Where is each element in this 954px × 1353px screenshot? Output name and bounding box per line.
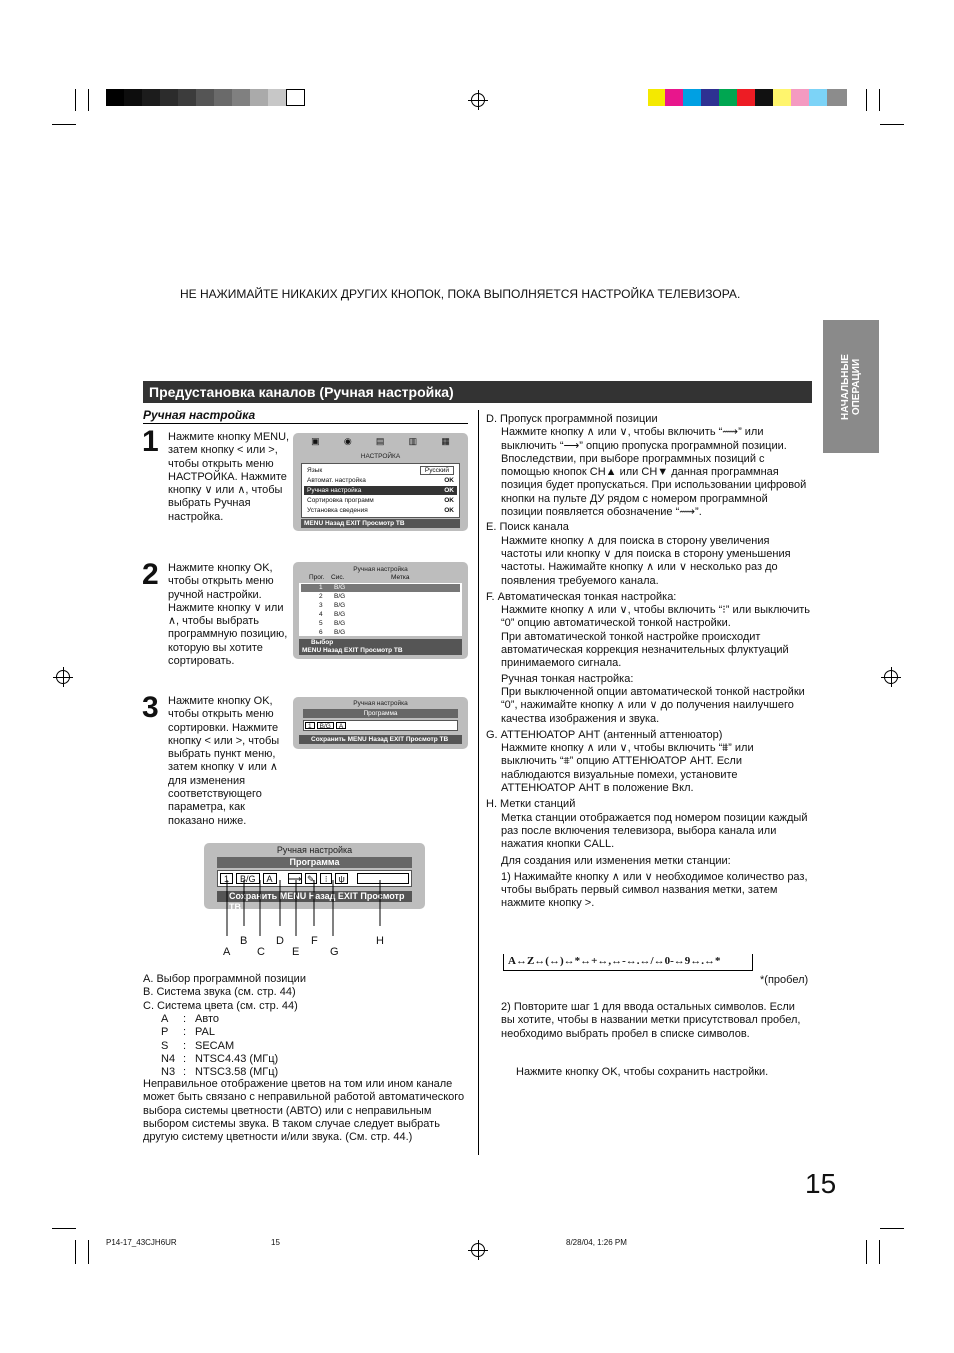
menu-icon-row: [299, 437, 462, 449]
right-column: [486, 413, 812, 911]
section-title: Предустановка каналов (Ручная настройка): [149, 384, 454, 400]
item-f-text1: Нажмите кнопку ∧ или ∨, чтобы включить “⁝” или выключить “0” опцию автоматической тонкой настройки.: [501, 604, 811, 630]
callout-c: C: [257, 946, 265, 958]
item-d-title: D. Пропуск программной позиции: [486, 413, 658, 425]
space-note: *(пробел): [760, 974, 809, 986]
menu4-sub: Программа: [217, 857, 412, 868]
menu2-footer: MENU Назад EXIT Просмотр ТВ: [299, 647, 462, 655]
step-3-text: Нажмите кнопку OK, чтобы открыть меню сортировки. Нажмите кнопку < или >, чтобы выбрать пункт меню, затем кнопку ∨ или ∧ для изменения соответствующего параметра, как показано ниже.: [168, 695, 280, 827]
legend-item-b: B. Система звука (см. стр. 44): [143, 986, 296, 999]
step-number-3: 3: [142, 691, 159, 724]
menu3-cells: 1 B/G A: [303, 720, 458, 731]
item-f-text3: При выключенной опции автоматической тонкой настройки “0”, нажимайте кнопку ∧ или ∨ до получения наилучшего качества изображения и звука.: [501, 685, 805, 725]
item-g-text: Нажмите кнопку ∧ или ∨, чтобы включить “⩩” или выключить “⩨” опцию АТТЕНЮАТОР АНТ. Если наблюдаются визуальные помехи, установите АТТЕНЮАТОР АНТ в положение Вкл.: [501, 742, 754, 795]
menu1-row: Автомат. настройка OK: [307, 477, 454, 484]
legend-item-c: C. Система цвета (см. стр. 44): [143, 999, 298, 1012]
section-title-bar: [143, 381, 812, 403]
menu1-row: Установка сведения OK: [307, 507, 454, 514]
manual-tuning-list-screenshot: [293, 562, 468, 659]
feature-icon: ▥: [408, 436, 418, 446]
item-d-text: Нажмите кнопку ∧ или ∨, чтобы включить “⟿” или выключить “⟶” опцию пропуска программной позиции. Впоследствии, при выборе программных позиций с помощью кнопок CH▲ или CH▼ данная программная позиция будет пропускаться. При использовании цифровой кнопки на пульте ДУ рядом с номером программной позиции появляется обозначение “⟿”.: [501, 426, 807, 519]
search-icon: ✎: [305, 873, 317, 884]
color-system-row: A : Авто: [161, 1013, 219, 1025]
legend-item-a: A. Выбор программной позиции: [143, 973, 306, 985]
menu1-row-selected: Ручная настройка OK: [304, 486, 457, 495]
color-system-row: N4 : NTSC4.43 (МГц): [161, 1052, 279, 1065]
character-set: A↔Z↔(↔)↔*↔+↔,↔-↔.↔/↔0-↔9↔.↔*: [503, 954, 753, 971]
menu4-footer: Сохранить MENU Назад EXIT Просмотр ТВ: [217, 891, 412, 902]
menu1-row: Язык Русский: [304, 466, 457, 475]
menu2-title: Ручная настройка: [353, 566, 408, 573]
setup-menu-screenshot: [293, 433, 468, 531]
menu3-footer: Сохранить MENU Назад EXIT Просмотр ТВ: [299, 735, 462, 744]
menu3-title: Ручная настройка: [353, 700, 408, 707]
left-legend: [143, 973, 473, 1013]
item-h-text2: Для создания или изменения метки станции:: [501, 854, 731, 867]
footer-file: P14-17_43CJH6UR: [106, 1238, 177, 1247]
menu2-list: [299, 583, 462, 636]
menu4-title: Ручная настройка: [276, 845, 353, 855]
program-sort-screenshot: [293, 697, 468, 749]
menu2-row-selected: 1 B/G: [301, 584, 460, 592]
subheading-rule: [143, 423, 468, 424]
callout-d: D: [276, 935, 284, 947]
callout-g: G: [330, 946, 339, 958]
attenuator-icon: ψ: [335, 873, 347, 884]
column-divider: [478, 410, 479, 1155]
install-icon: ▦: [441, 436, 450, 446]
registration-mark-right: [884, 670, 898, 684]
item-h-final: Нажмите кнопку OK, чтобы сохранить настройки.: [516, 1066, 769, 1078]
section-side-tab: [823, 320, 879, 453]
menu2-row: 6 B/G: [319, 629, 346, 636]
color-note: Неправильное отображение цветов на том или ином канале может быть связано с неправильной работой автоматического выбора системы цветности (АВТО) или с неправильным выбором системы звука. В таком случае следует выбрать другую систему цветности и/или звука. (См. стр. 44.): [143, 1078, 465, 1144]
footer-date: 8/28/04, 1:26 PM: [566, 1238, 627, 1247]
item-h-text: Метка станции отображается под номером позиции каждый раз после включения телевизора, выбора канала или нажатия кнопки CALL.: [501, 811, 808, 851]
item-h-step2: 2) Повторите шаг 1 для ввода остальных символов. Если вы хотите, чтобы в названии метки присутствовал пробел, необходимо выбрать пробел в списке символов.: [501, 1001, 801, 1040]
item-f-text2: При автоматической тонкой настройке происходит автоматическая коррекция незначительных флуктуаций принимаемого сигнала.: [501, 630, 789, 670]
menu1-list: [301, 463, 460, 518]
menu4-cells: 1 B/G A ⟶ ✎ ⁝ ψ: [217, 870, 412, 887]
callout-e: E: [292, 946, 300, 958]
item-e-text: Нажмите кнопку ∧ для поиска в сторону увеличения частоты или кнопку ∨ для поиска в сторону уменьшения частоты. Нажимайте кнопку ∧ или ∨ несколько раз до появления требуемого канала.: [501, 534, 791, 587]
picture-icon: ▣: [311, 436, 320, 446]
registration-mark-left: [56, 670, 70, 684]
step-number-1: 1: [142, 425, 159, 458]
setup-icon: ▤: [375, 436, 385, 446]
fine-tune-icon: ⁝: [320, 873, 332, 884]
step-number-2: 2: [142, 558, 159, 591]
item-h-step1: 1) Нажимайте кнопку ∧ или ∨ необходимое количество раз, чтобы выбрать первый символ названия метки, затем нажмите кнопку >.: [501, 870, 808, 910]
sound-icon: ◉: [343, 436, 352, 446]
color-system-row: N3 : NTSC3.58 (МГц): [161, 1066, 279, 1079]
color-system-list: [161, 1013, 461, 1079]
menu2-hint: Выбор: [299, 639, 462, 647]
menu3-sub: Программа: [303, 709, 458, 718]
item-g-title: G. АТТЕНЮАТОР АНТ (антенный аттенюатор): [486, 728, 723, 741]
color-system-row: S : SECAM: [161, 1039, 235, 1052]
registration-mark-top: [471, 93, 485, 107]
menu1-footer: MENU Назад EXIT Просмотр ТВ: [301, 519, 460, 528]
menu1-row: Сортировка программ OK: [307, 497, 454, 504]
item-f-sub: Ручная тонкая настройка:: [501, 672, 634, 685]
skip-icon: ⟶: [288, 874, 302, 884]
callout-h: H: [376, 935, 384, 947]
step-1-text: Нажмите кнопку MENU, затем кнопку < или >, чтобы открыть меню НАСТРОЙКА. Нажмите кнопку ∨ или ∧, чтобы выбрать Ручная настройка.: [168, 431, 290, 523]
item-f-title: F. Автоматическая тонкая настройка:: [486, 590, 677, 603]
page-number: 15: [805, 1168, 837, 1199]
menu2-row: 4 B/G: [319, 611, 346, 618]
callout-a: A: [223, 946, 231, 958]
footer-page: 15: [271, 1238, 280, 1247]
color-system-row: P : PAL: [161, 1026, 215, 1039]
subheading: Ручная настройка: [143, 408, 256, 422]
item-e-title: E. Поиск канала: [486, 521, 569, 534]
callout-f: F: [311, 935, 318, 947]
callout-lines: [200, 870, 400, 940]
menu2-row: 3 B/G: [319, 602, 346, 609]
registration-mark-bottom: [471, 1243, 485, 1257]
menu2-headers: Прог. Сис. Метка: [309, 574, 410, 581]
menu2-row: 2 B/G: [319, 593, 346, 600]
menu1-title: НАСТРОЙКА: [360, 453, 401, 460]
callout-b: B: [240, 935, 248, 947]
step-2-text: Нажмите кнопку OK, чтобы открыть меню ручной настройки. Нажмите кнопку ∨ или ∧, чтобы выбрать программную позицию, которую вы хотите сортировать.: [168, 562, 288, 668]
warning-text: НЕ НАЖИМАЙТЕ НИКАКИХ ДРУГИХ КНОПОК, ПОКА ВЫПОЛНЯЕТСЯ НАСТРОЙКА ТЕЛЕВИЗОРА.: [180, 287, 741, 301]
side-tab-label: НАЧАЛЬНЫЕ ОПЕРАЦИИ: [840, 354, 862, 420]
menu2-row: 5 B/G: [319, 620, 346, 627]
item-h-title: H. Метки станций: [486, 798, 576, 811]
